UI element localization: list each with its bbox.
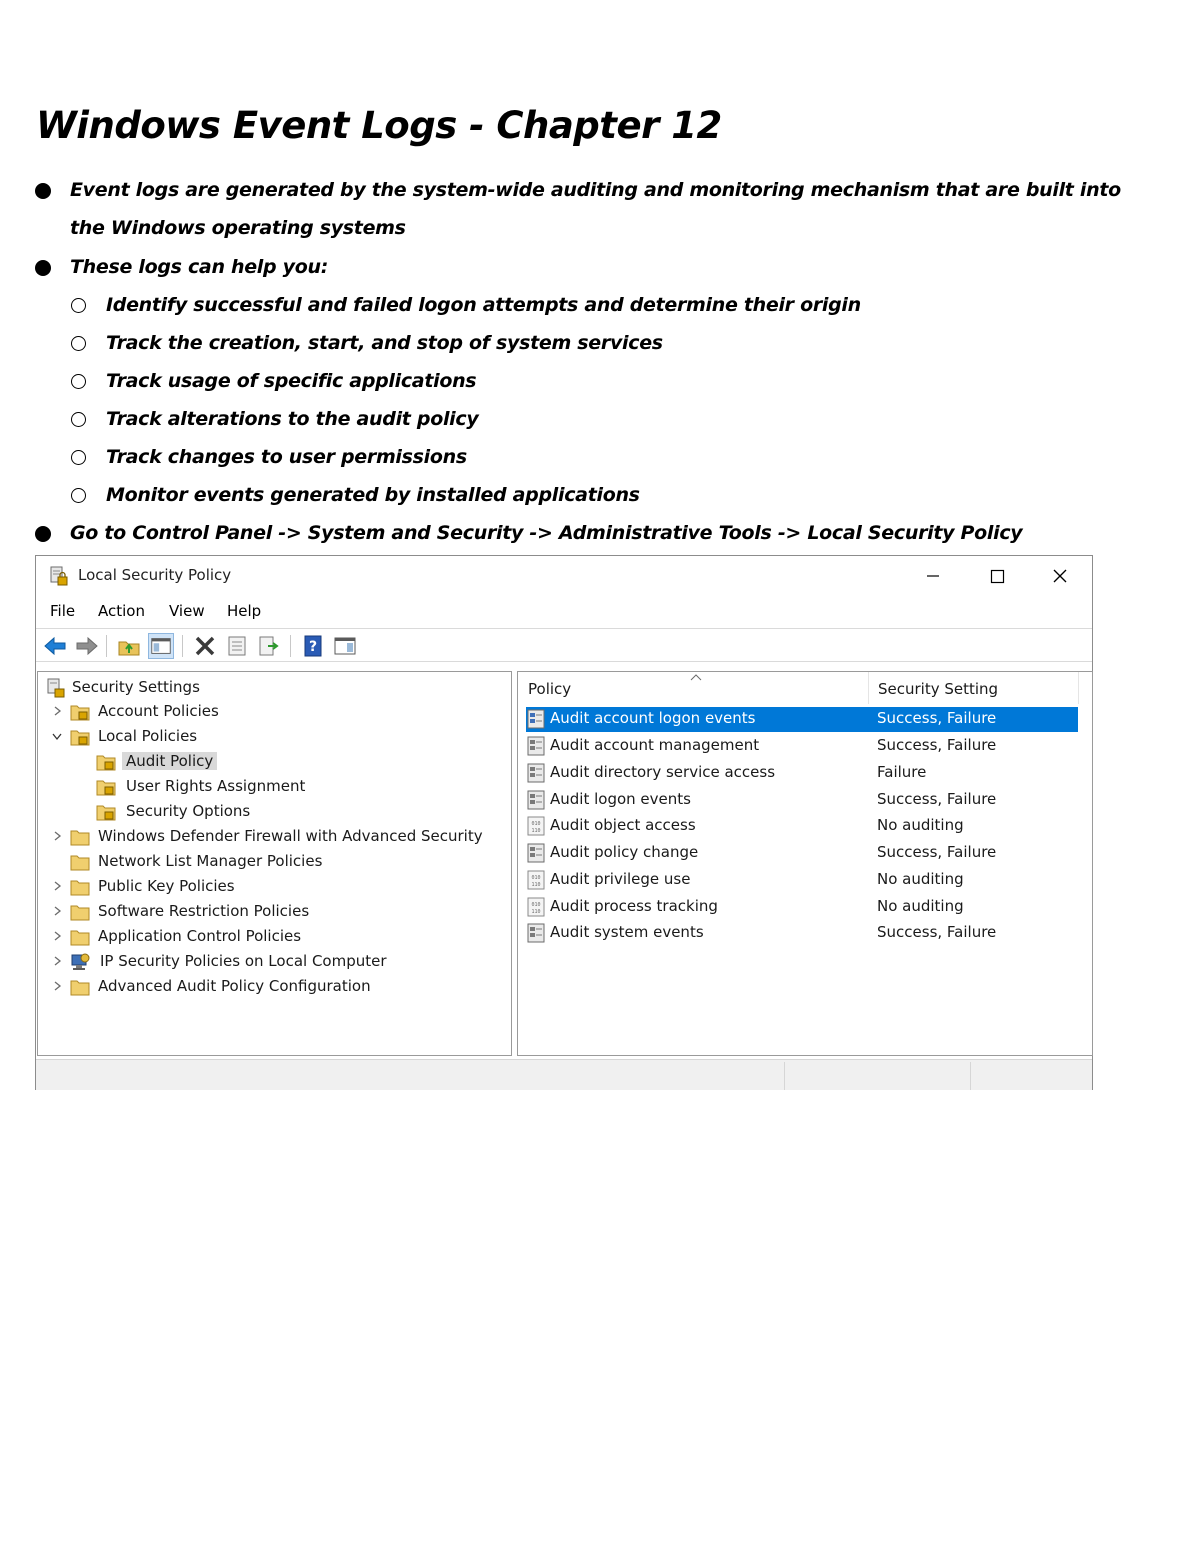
policy-enabled-icon — [526, 709, 546, 729]
policy-row[interactable]: Audit policy change Success, Failure — [526, 841, 1078, 866]
policy-row[interactable]: Audit directory service access Failure — [526, 761, 1078, 786]
bullet-text: Event logs are generated by the system-wide auditing and monitoring mechanism that are built into the Windows operating systems — [70, 179, 1121, 239]
sub-bullet-text: Identify successful and failed logon attempts and determine their origin — [106, 294, 861, 316]
bullet-text: Go to Control Panel -> System and Security -> Administrative Tools -> Local Security Policy — [70, 522, 1023, 544]
bullet-text: These logs can help you: — [70, 256, 329, 278]
properties-icon[interactable] — [224, 633, 250, 659]
show-hide-console-tree-icon[interactable] — [148, 633, 174, 659]
bullet-item — [70, 248, 1150, 286]
status-divider — [784, 1062, 785, 1090]
svg-text:110: 110 — [531, 909, 541, 915]
svg-text:010: 010 — [531, 875, 541, 881]
title-bar — [36, 556, 1092, 596]
folder-icon — [70, 902, 90, 922]
chevron-right-icon[interactable] — [50, 929, 64, 943]
security-policy-icon — [50, 566, 68, 586]
sub-bullet-item — [106, 476, 640, 514]
policy-enabled-icon — [526, 923, 546, 943]
svg-text:010: 010 — [531, 902, 541, 908]
show-hide-action-pane-icon[interactable] — [332, 633, 358, 659]
toolbar-separator — [106, 635, 107, 657]
column-header-security-setting[interactable]: Security Setting — [878, 680, 999, 698]
svg-text:110: 110 — [531, 828, 541, 834]
bullet-dot-icon — [35, 183, 51, 199]
policy-enabled-icon — [526, 790, 546, 810]
policy-row[interactable]: 010 110 Audit object access No auditing — [526, 814, 1078, 839]
sub-bullet-text: Monitor events generated by installed applications — [106, 484, 640, 506]
policy-binary-icon — [526, 870, 546, 890]
bullet-circle-icon — [71, 374, 86, 389]
svg-text:010: 010 — [531, 821, 541, 827]
minimize-button[interactable] — [910, 560, 956, 592]
sub-bullet-item — [106, 438, 467, 476]
policy-enabled-icon — [526, 843, 546, 863]
chevron-right-icon[interactable] — [50, 979, 64, 993]
delete-icon[interactable] — [192, 633, 218, 659]
help-icon[interactable] — [300, 633, 326, 659]
console-tree-pane: Security Settings Account Policies Local Policies Audit Policy User Rights Assignment Security Options Windows Defender Firewall with Advanced Security Network List Manager Policies Public Key Policies Software Restriction Policies Application Control Policies IP Security Policies on Local Computer Advanced Audit Policy Configuration — [37, 671, 512, 1056]
bullet-dot-icon — [35, 260, 51, 276]
column-divider[interactable] — [868, 672, 869, 704]
policy-row[interactable]: Audit account logon events Success, Failure — [526, 707, 1078, 732]
folder-icon — [70, 927, 90, 947]
column-divider[interactable] — [1078, 672, 1079, 704]
bullet-circle-icon — [71, 336, 86, 351]
toolbar-separator — [290, 635, 291, 657]
status-divider — [970, 1062, 971, 1090]
sub-bullet-text: Track the creation, start, and stop of system services — [106, 332, 663, 354]
policy-row[interactable]: 010 110 Audit privilege use No auditing — [526, 868, 1078, 893]
chevron-right-icon[interactable] — [50, 954, 64, 968]
sub-bullet-item — [106, 362, 476, 400]
chevron-right-icon[interactable] — [50, 879, 64, 893]
folder-icon — [70, 827, 90, 847]
local-security-policy-window — [35, 555, 1093, 1090]
policy-row[interactable]: Audit account management Success, Failure — [526, 734, 1078, 759]
policy-enabled-icon — [526, 763, 546, 783]
policy-binary-icon — [526, 816, 546, 836]
policy-enabled-icon — [526, 736, 546, 756]
menu-view[interactable]: View — [169, 602, 205, 620]
bullet-circle-icon — [71, 488, 86, 503]
forward-arrow-icon[interactable] — [74, 633, 100, 659]
page-title: Windows Event Logs - Chapter 12 — [36, 104, 722, 147]
folder-icon — [70, 977, 90, 997]
chevron-right-icon[interactable] — [50, 829, 64, 843]
policy-row[interactable]: Audit logon events Success, Failure — [526, 788, 1078, 813]
menu-file[interactable]: File — [50, 602, 76, 620]
chevron-right-icon[interactable] — [50, 704, 64, 718]
policy-row[interactable]: Audit system events Success, Failure — [526, 921, 1078, 946]
back-arrow-icon[interactable] — [42, 633, 68, 659]
status-bar — [36, 1059, 1092, 1090]
lock-folder-icon — [70, 702, 90, 722]
bullet-item — [70, 171, 1150, 247]
sub-bullet-text: Track changes to user permissions — [106, 446, 467, 468]
policy-list-pane — [517, 671, 1093, 1056]
svg-text:110: 110 — [531, 882, 541, 888]
sort-ascending-icon — [689, 673, 703, 681]
lock-folder-icon — [70, 727, 90, 747]
security-settings-icon — [46, 678, 66, 698]
sub-bullet-item — [106, 324, 663, 362]
chevron-down-icon[interactable] — [50, 729, 64, 743]
sub-bullet-item — [106, 286, 861, 324]
sub-bullet-item — [106, 400, 478, 438]
lock-folder-icon — [96, 777, 116, 797]
maximize-button[interactable] — [974, 560, 1020, 592]
menu-action[interactable]: Action — [98, 602, 145, 620]
window-title: Local Security Policy — [78, 566, 232, 584]
policy-row[interactable]: 010 110 Audit process tracking No auditing — [526, 895, 1078, 920]
policy-binary-icon — [526, 897, 546, 917]
menu-help[interactable]: Help — [227, 602, 262, 620]
toolbar-separator — [182, 635, 183, 657]
close-button[interactable] — [1037, 560, 1083, 592]
folder-icon — [70, 852, 90, 872]
lock-folder-icon — [96, 802, 116, 822]
column-header-policy[interactable]: Policy — [528, 680, 572, 698]
menu-bar — [36, 596, 1092, 626]
bullet-circle-icon — [71, 450, 86, 465]
bullet-circle-icon — [71, 412, 86, 427]
ip-security-computer-icon — [70, 952, 90, 972]
bullet-dot-icon — [35, 526, 51, 542]
svg-text:?: ? — [308, 639, 318, 655]
lock-folder-icon — [96, 752, 116, 772]
sub-bullet-text: Track alterations to the audit policy — [106, 408, 479, 430]
sub-bullet-text: Track usage of specific applications — [106, 370, 477, 392]
toolbar — [36, 628, 1092, 662]
bullet-circle-icon — [71, 298, 86, 313]
export-list-icon[interactable] — [256, 633, 282, 659]
bullet-item — [70, 514, 1150, 552]
chevron-right-icon[interactable] — [50, 904, 64, 918]
folder-icon — [70, 877, 90, 897]
up-folder-icon[interactable] — [116, 633, 142, 659]
